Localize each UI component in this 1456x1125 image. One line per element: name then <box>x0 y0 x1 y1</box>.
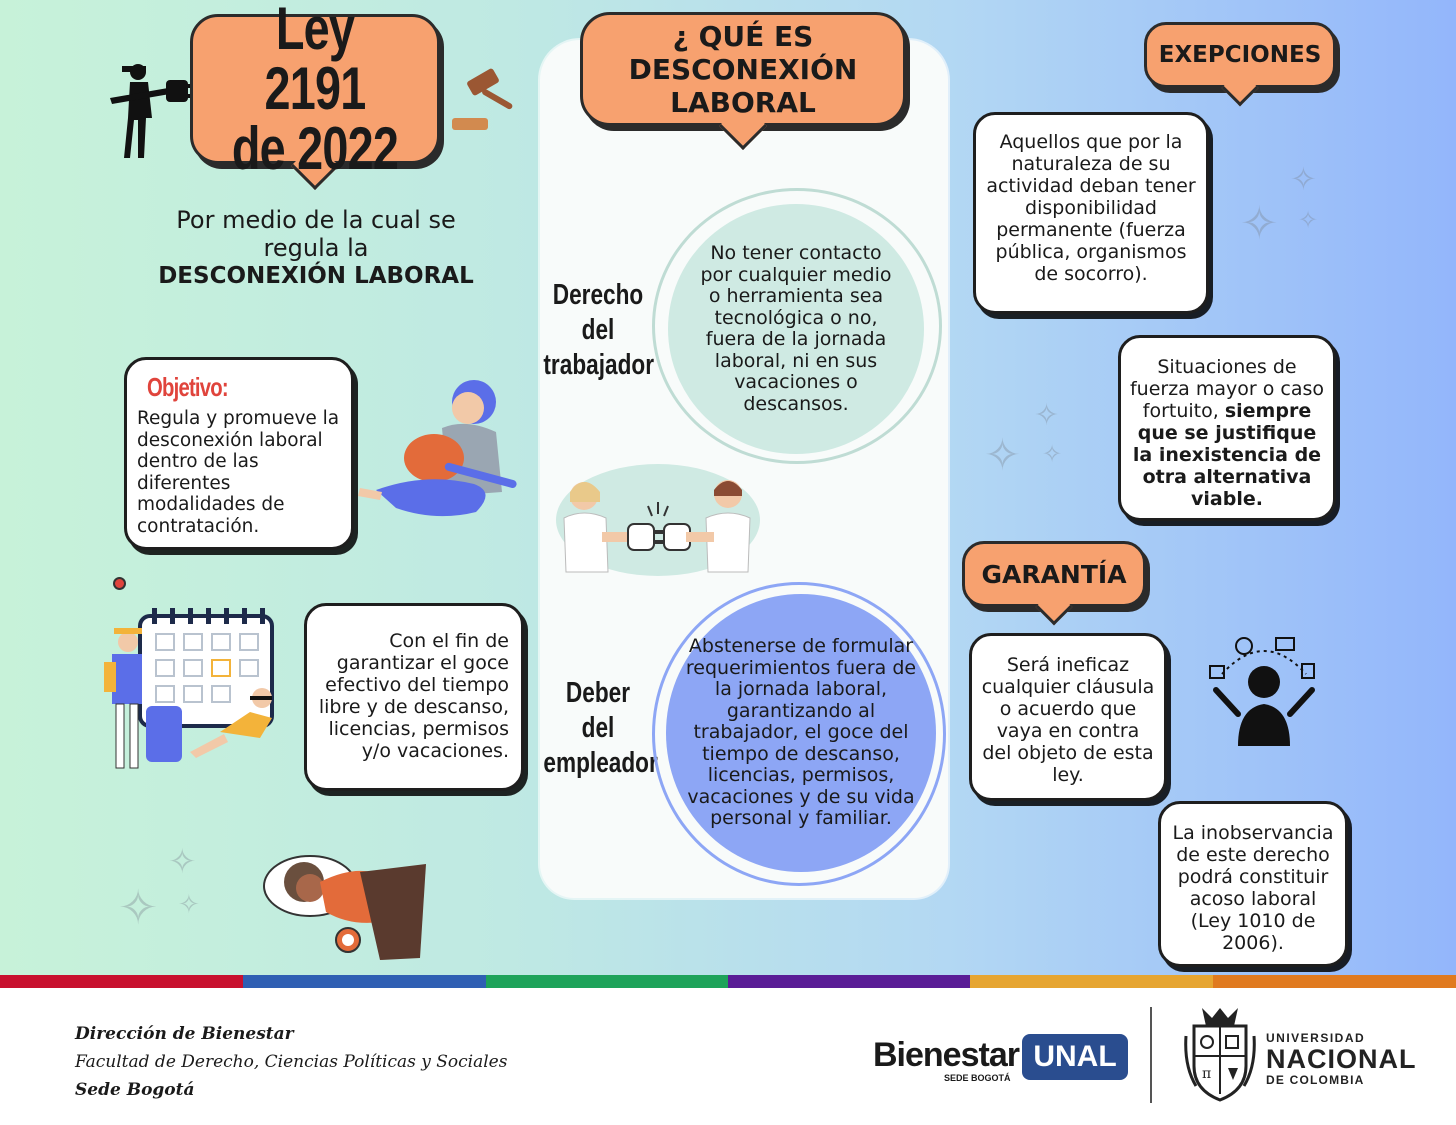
excepcion-text-2: Situaciones de fuerza mayor o caso fortuito, <box>1129 356 1325 422</box>
center-title-bubble <box>580 12 906 126</box>
deber-circle <box>666 594 936 872</box>
deber-label-line1: Deber <box>565 677 631 709</box>
objetivo-heading: Objetivo: <box>147 372 228 402</box>
bienestar-logo-word: Bienestar <box>873 1036 1019 1074</box>
garantia-card-1 <box>969 633 1167 801</box>
law-title-line1: Ley 2191 <box>264 0 366 122</box>
excepcion-card-2 <box>1118 335 1336 521</box>
deber-label-line2: del <box>581 712 615 744</box>
law-subtitle-line1: Por medio de la cual se <box>176 206 456 234</box>
footer-stripe-yellow <box>970 975 1213 988</box>
sparkle-icon: ✧ <box>1042 440 1063 468</box>
sleeping-woman-icon <box>260 842 426 962</box>
university-line1: UNIVERSIDAD <box>1266 1031 1366 1045</box>
guitar-woman-icon <box>356 372 526 524</box>
deber-label-line3: empleador <box>543 747 658 779</box>
excepciones-bubble <box>1144 22 1336 88</box>
excepcion-text-1: Aquellos que por la naturaleza de su actividad deban tener disponibilidad permanente (fuerza pública, organismos de socorro). <box>986 131 1196 285</box>
garantia-text-2: La inobservancia de este derecho podrá constituir acoso laboral (Ley 1010 de 2006). <box>1172 822 1334 954</box>
law-title-bubble <box>190 0 440 182</box>
footer-credits <box>75 1020 507 1104</box>
center-title-line3: LABORAL <box>670 85 816 119</box>
law-subtitle-bold: DESCONEXIÓN LABORAL <box>158 263 474 289</box>
center-title-line1: ¿ QUÉ ES <box>672 19 814 53</box>
excepcion-text-2-bold: siempre que se justifique la inexistencia de otra alternativa viable. <box>1132 400 1322 510</box>
sparkle-icon: ✧ <box>1034 398 1060 433</box>
fin-card <box>304 603 524 791</box>
calendar-travel-icon <box>100 602 284 778</box>
derecho-label-line2: del <box>581 314 615 346</box>
garantia-card-2 <box>1158 801 1348 967</box>
excepcion-card-1 <box>973 112 1209 314</box>
footer-stripe-red <box>0 975 243 988</box>
bienestar-logo-sub: SEDE BOGOTÁ <box>944 1073 1011 1083</box>
sparkle-icon: ✧ <box>1240 196 1279 250</box>
derecho-text: No tener contacto por cualquier medio o herramienta sea tecnológica o no, fuera de la jornada laboral, ni en sus vacaciones o descansos. <box>700 242 892 415</box>
derecho-label-line1: Derecho <box>552 279 644 311</box>
footer-line3: Sede Bogotá <box>75 1080 195 1100</box>
footer-line1: Dirección de Bienestar <box>75 1024 294 1044</box>
sparkle-icon: ✧ <box>1290 160 1317 198</box>
university-line3: DE COLOMBIA <box>1266 1073 1365 1087</box>
objetivo-text: Regula y promueve la desconexión laboral dentro de las diferentes modalidades de contratación. <box>137 408 340 537</box>
sparkle-icon: ✧ <box>178 890 200 920</box>
gavel-icon <box>446 66 526 134</box>
footer-divider <box>1150 1007 1152 1103</box>
fin-text: Con el fin de garantizar el goce efectivo del tiempo libre y de descanso, licencias, permisos y/o vacaciones. <box>318 630 509 762</box>
sparkle-icon: ✧ <box>1298 206 1319 234</box>
university-name <box>1266 1030 1417 1088</box>
deber-text: Abstenerse de formular requerimientos fuera de la jornada laboral, garantizando al trabajador, el goce del tiempo de descanso, licencias, permisos, vacaciones y de su vida personal y familiar. <box>685 635 917 830</box>
sparkle-icon: ✧ <box>984 430 1021 481</box>
footer-line2: Facultad de Derecho, Ciencias Políticas y Sociales <box>75 1052 508 1072</box>
law-subtitle-line2: regula la <box>263 234 369 262</box>
footer-stripe-green <box>486 975 728 988</box>
garantia-text-1: Será ineficaz cualquier cláusula o acuerdo que vaya en contra del objeto de esta ley. <box>981 654 1155 786</box>
unal-logo-box: UNAL <box>1022 1034 1128 1080</box>
law-subtitle <box>130 206 502 290</box>
footer-stripe-orange <box>1213 975 1456 988</box>
deber-label <box>543 676 658 781</box>
garantia-bubble <box>962 541 1146 607</box>
sparkle-icon: ✧ <box>168 842 197 882</box>
unplug-handshake-icon <box>556 462 760 580</box>
decor-dot <box>113 577 126 590</box>
footer-stripe-blue <box>243 975 486 988</box>
excepciones-heading: EXEPCIONES <box>1158 42 1322 68</box>
university-line2: NACIONAL <box>1266 1044 1417 1074</box>
sparkle-icon: ✧ <box>118 880 159 936</box>
center-title-line2: DESCONEXIÓN <box>628 52 858 86</box>
law-title-line2: de 2022 <box>231 115 399 182</box>
garantia-heading: GARANTÍA <box>981 559 1127 589</box>
juggling-woman-icon <box>1208 634 1320 746</box>
derecho-circle <box>668 204 924 454</box>
derecho-label <box>543 278 655 383</box>
objetivo-card <box>124 357 354 550</box>
svg-text:π: π <box>1202 1066 1212 1082</box>
footer-stripe-purple <box>728 975 970 988</box>
derecho-label-line3: trabajador <box>543 349 655 381</box>
university-seal-icon <box>1184 1006 1256 1102</box>
